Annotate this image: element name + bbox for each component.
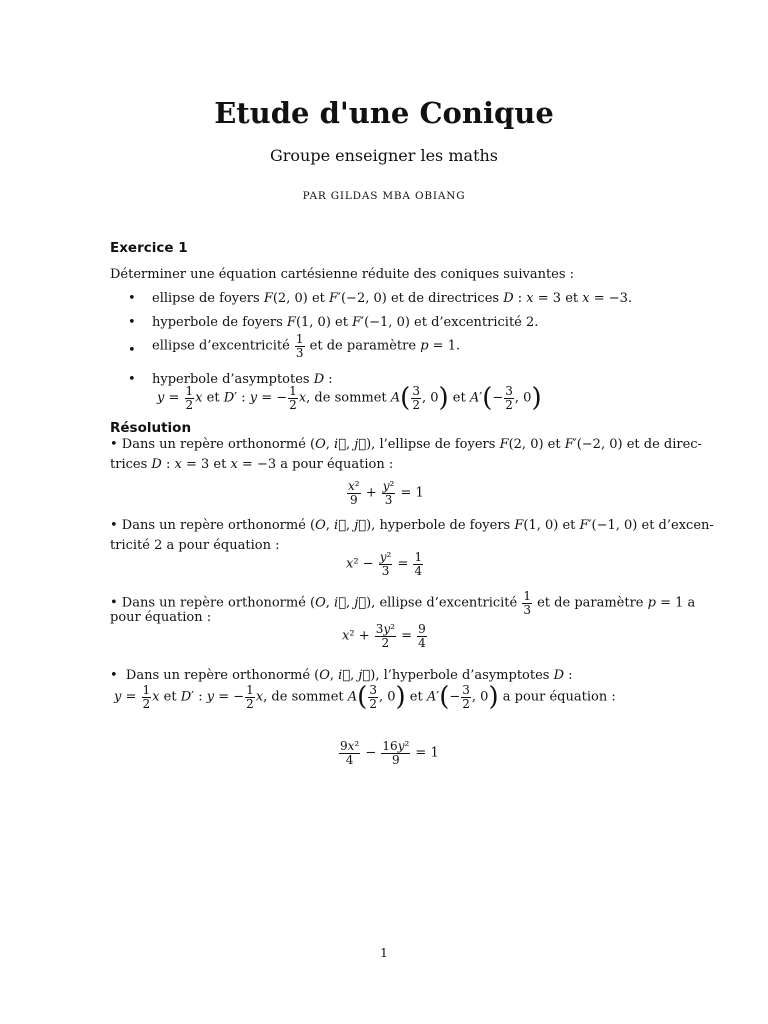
page-number: 1 <box>380 946 388 960</box>
exercise-item-1: ellipse de foyers F(2, 0) et F′(−2, 0) et de directrices D : x = 3 et x = −3. <box>152 291 633 306</box>
resolution-p3-line1: • Dans un repère orthonormé (O, i⃗, j⃗), ellipse d’excentricité $\frac{1}{3}$ et de paramètre p = 1 a <box>110 589 696 617</box>
resolution-p2-line1: • Dans un repère orthonormé (O, i⃗, j⃗), hyperbole de foyers F(1, 0) et F′(−1, 0) et d’excen- <box>110 518 714 533</box>
document-author: PAR GILDAS MBA OBIANG <box>302 190 466 202</box>
exercise-item-2: hyperbole de foyers F(1, 0) et F′(−1, 0) et d’excentricité 2. <box>152 315 539 330</box>
exercise-item-4-line2: y = $\frac{1}{2}$ x et D′ : y = − $\frac{1}{2}$ x, de sommet A( $\frac{3}{2}$ , 0) et A′(− $\frac{3}{2}$ , 0) <box>157 383 542 414</box>
equation-3: x² + $\frac{\text{3y²}}{2}$ = $\frac{9}{4}$ <box>342 622 426 650</box>
resolution-p2-line2: tricité 2 a pour équation : <box>110 538 280 553</box>
bullet-1: • <box>128 291 136 306</box>
exercise-heading: Exercice 1 <box>110 240 188 256</box>
equation-1: $\frac{\text{x²}}{9}$ + $\frac{\text{y²}}{3}$ = 1 <box>348 479 424 507</box>
document-title: Etude d'une Conique <box>214 96 554 130</box>
document-subtitle: Groupe enseigner les maths <box>269 146 499 165</box>
resolution-p1-line2: trices D : x = 3 et x = −3 a pour équation : <box>110 457 394 472</box>
equation-4: $\frac{\text{9x²}}{4}$ − $\frac{\text{16y²}}{9}$ = 1 <box>340 739 439 767</box>
bullet-2: • <box>128 315 136 330</box>
exercise-item-3: ellipse d’excentricité $\frac{1}{3}$ et de paramètre p = 1. <box>152 332 461 360</box>
resolution-heading: Résolution <box>110 420 192 436</box>
exercise-item-4-line1: hyperbole d’asymptotes D : <box>152 372 333 387</box>
resolution-p1-line1: • Dans un repère orthonormé (O, i⃗, j⃗), l’ellipse de foyers F(2, 0) et F′(−2, 0) et de direc- <box>110 437 702 452</box>
resolution-p3-line2: pour équation : <box>110 610 212 625</box>
resolution-p4-line2: y = $\frac{1}{2}$ x et D′ : y = − $\frac{1}{2}$ x, de sommet A( $\frac{3}{2}$ , 0) et A′(− $\frac{3}{2}$ , 0) a pour équation : <box>114 682 616 713</box>
resolution-p4-line1: • Dans un repère orthonormé (O, i⃗, j⃗), l’hyperbole d’asymptotes D : <box>110 668 573 683</box>
bullet-3: • <box>128 343 136 358</box>
exercise-intro: Déterminer une équation cartésienne réduite des coniques suivantes : <box>110 267 575 282</box>
bullet-4: • <box>128 372 136 387</box>
equation-2: x² − $\frac{\text{y²}}{3}$ = $\frac{1}{4}$ <box>346 550 423 578</box>
